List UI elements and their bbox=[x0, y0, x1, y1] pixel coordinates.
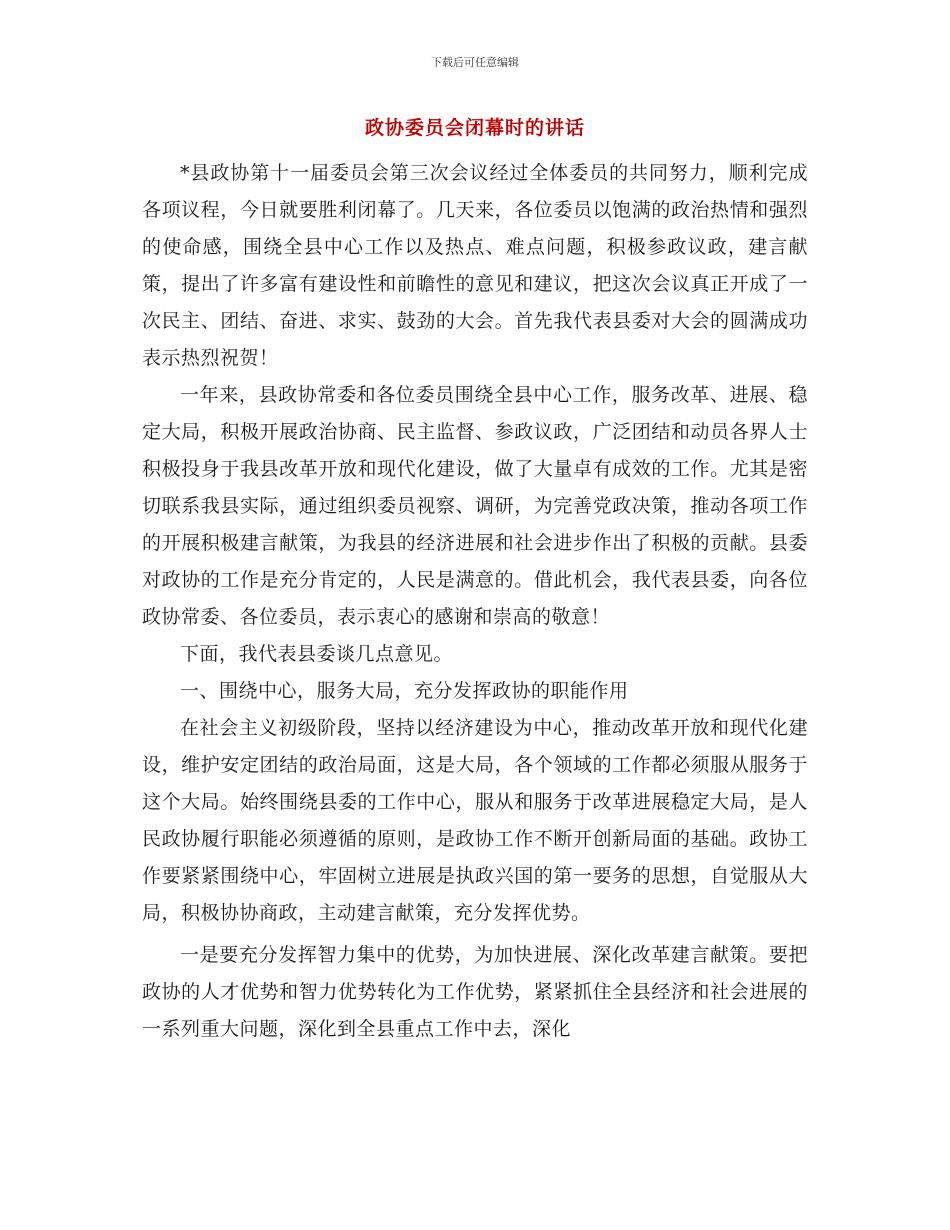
section-heading-1: 一、围绕中心，服务大局，充分发挥政协的职能作用 bbox=[180, 680, 629, 702]
header-note: 下载后可任意编辑 bbox=[431, 56, 519, 69]
paragraph-intro: 下面，我代表县委谈几点意见。 bbox=[180, 643, 454, 665]
document-body bbox=[142, 155, 808, 1048]
paragraph-point-1: 一是要充分发挥智力集中的优势，为加快进展、深化改革建言献策。要把政协的人才优势和智力优势转化为工作优势，紧紧抓住全县经济和社会进展的一系列重大问题，深化到全县重点工作中去，深化 bbox=[142, 944, 808, 1040]
document-title: 政协委员会闭幕时的讲话 bbox=[364, 117, 585, 139]
paragraph-review: 一年来，县政协常委和各位委员围绕全县中心工作，服务改革、进展、稳定大局，积极开展政治协商、民主监督、参政议政，广泛团结和动员各界人士积极投身于我县改革开放和现代化建设，做了大量卓有成效的工作。尤其是密切联系我县实际，通过组织委员视察、调研，为完善党政决策，推动各项工作的开展积极建言献策，为我县的经济进展和社会进步作出了积极的贡献。县委对政协的工作是充分肯定的，人民是满意的。借此机会，我代表县委，向各位政协常委、各位委员，表示衷心的感谢和崇高的敬意！ bbox=[142, 384, 808, 628]
paragraph-opening: *县政协第十一届委员会第三次会议经过全体委员的共同努力，顺利完成各项议程，今日就要胜利闭幕了。几天来，各位委员以饱满的政治热情和强烈的使命感，围绕全县中心工作以及热点、难点问题，积极参政议政，建言献策，提出了许多富有建设性和前瞻性的意见和建议，把这次会议真正开成了一次民主、团结、奋进、求实、鼓劲的大会。首先我代表县委对大会的圆满成功表示热烈祝贺！ bbox=[142, 162, 808, 369]
paragraph-section-1: 在社会主义初级阶段，坚持以经济建设为中心，推动改革开放和现代化建设，维护安定团结的政治局面，这是大局，各个领域的工作都必须服从服务于这个大局。始终围绕县委的工作中心，服从和服务于改革进展稳定大局，是人民政协履行职能必须遵循的原则，是政协工作不断开创新局面的基础。政协工作要紧紧围绕中心，牢固树立进展是执政兴国的第一要务的思想，自觉服从大局，积极协协商政，主动建言献策，充分发挥优势。 bbox=[142, 717, 808, 924]
